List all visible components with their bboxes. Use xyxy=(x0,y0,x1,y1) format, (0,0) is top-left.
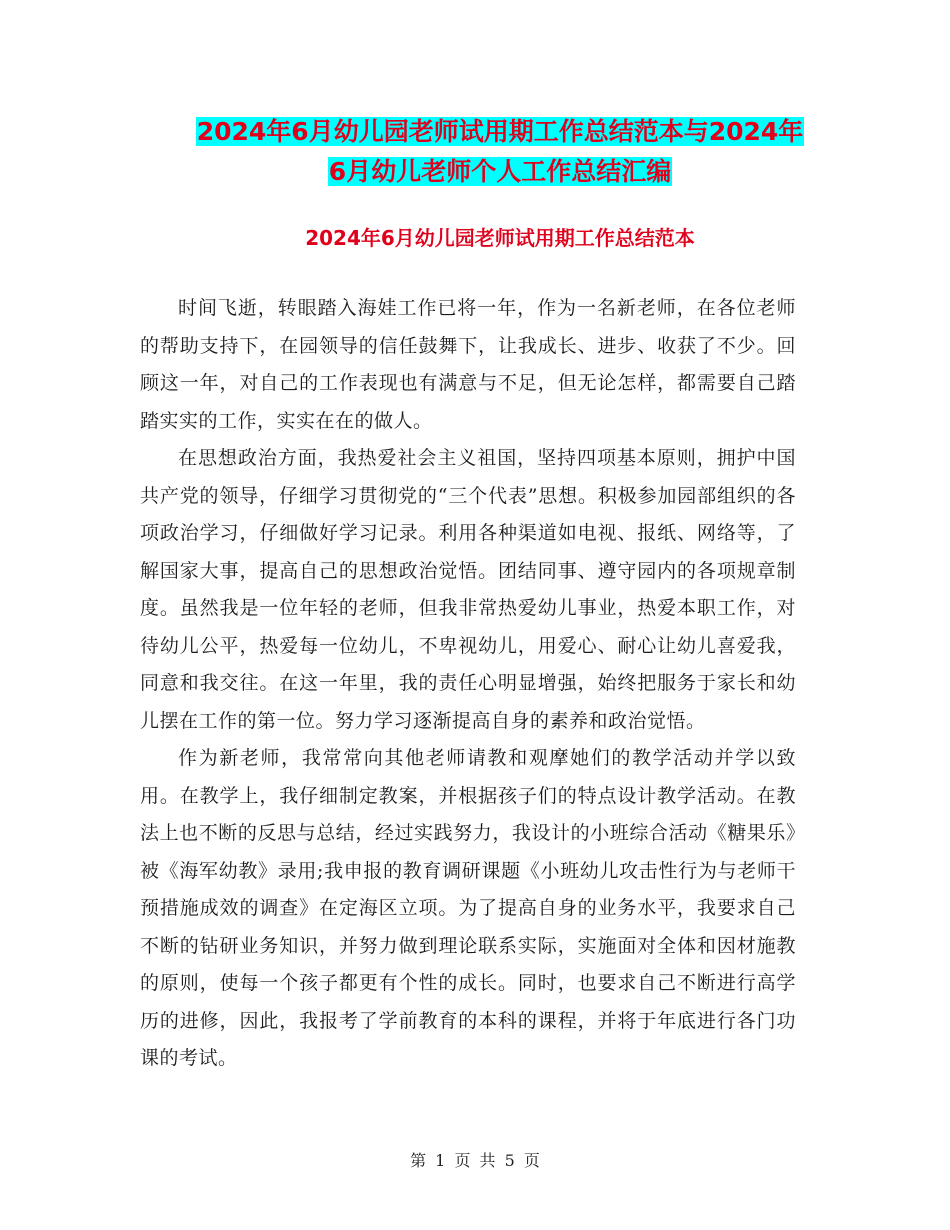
page-footer: 第 1 页 共 5 页 xyxy=(410,1151,540,1170)
document-body xyxy=(140,290,796,1078)
document-title-line-2: 6月幼儿老师个人工作总结汇编 xyxy=(328,157,672,186)
body-paragraph-3: 作为新老师，我常常向其他老师请教和观摩她们的教学活动并学以致用。在教学上，我仔细制定教案，并根据孩子们的特点设计教学活动。在教法上也不断的反思与总结，经过实践努力，我设计的小班综合活动《糖果乐》被《海军幼教》录用;我申报的教育调研课题《小班幼儿攻击性行为与老师干预措施成效的调查》在定海区立项。为了提高自身的业务水平，我要求自己不断的钻研业务知识，并努力做到理论联系实际，实施面对全体和因材施教的原则，使每一个孩子都更有个性的成长。同时，也要求自己不断进行高学历的进修，因此，我报考了学前教育的本科的课程，并将于年底进行各门功课的考试。 xyxy=(140,747,796,1069)
section-title: 2024年6月幼儿园老师试用期工作总结范本 xyxy=(305,226,695,250)
document-title xyxy=(140,112,860,192)
body-paragraph-1: 时间飞逝，转眼踏入海娃工作已将一年，作为一名新老师，在各位老师的帮助支持下，在园领导的信任鼓舞下，让我成长、进步、收获了不少。回顾这一年，对自己的工作表现也有满意与不足，但无论怎样，都需要自己踏踏实实的工作，实实在在的做人。 xyxy=(140,297,796,432)
body-paragraph-2: 在思想政治方面，我热爱社会主义祖国，坚持四项基本原则，拥护中国共产党的领导，仔细学习贯彻党的“三个代表”思想。积极参加园部组织的各项政治学习，仔细做好学习记录。利用各种渠道如电视、报纸、网络等，了解国家大事，提高自己的思想政治觉悟。团结同事、遵守园内的各项规章制度。虽然我是一位年轻的老师，但我非常热爱幼儿事业，热爱本职工作，对待幼儿公平，热爱每一位幼儿，不卑视幼儿，用爱心、耐心让幼儿喜爱我，同意和我交往。在这一年里，我的责任心明显增强，始终把服务于家长和幼儿摆在工作的第一位。努力学习逐渐提高自身的素养和政治觉悟。 xyxy=(140,447,796,732)
document-title-line-1: 2024年6月幼儿园老师试用期工作总结范本与2024年 xyxy=(196,117,804,146)
